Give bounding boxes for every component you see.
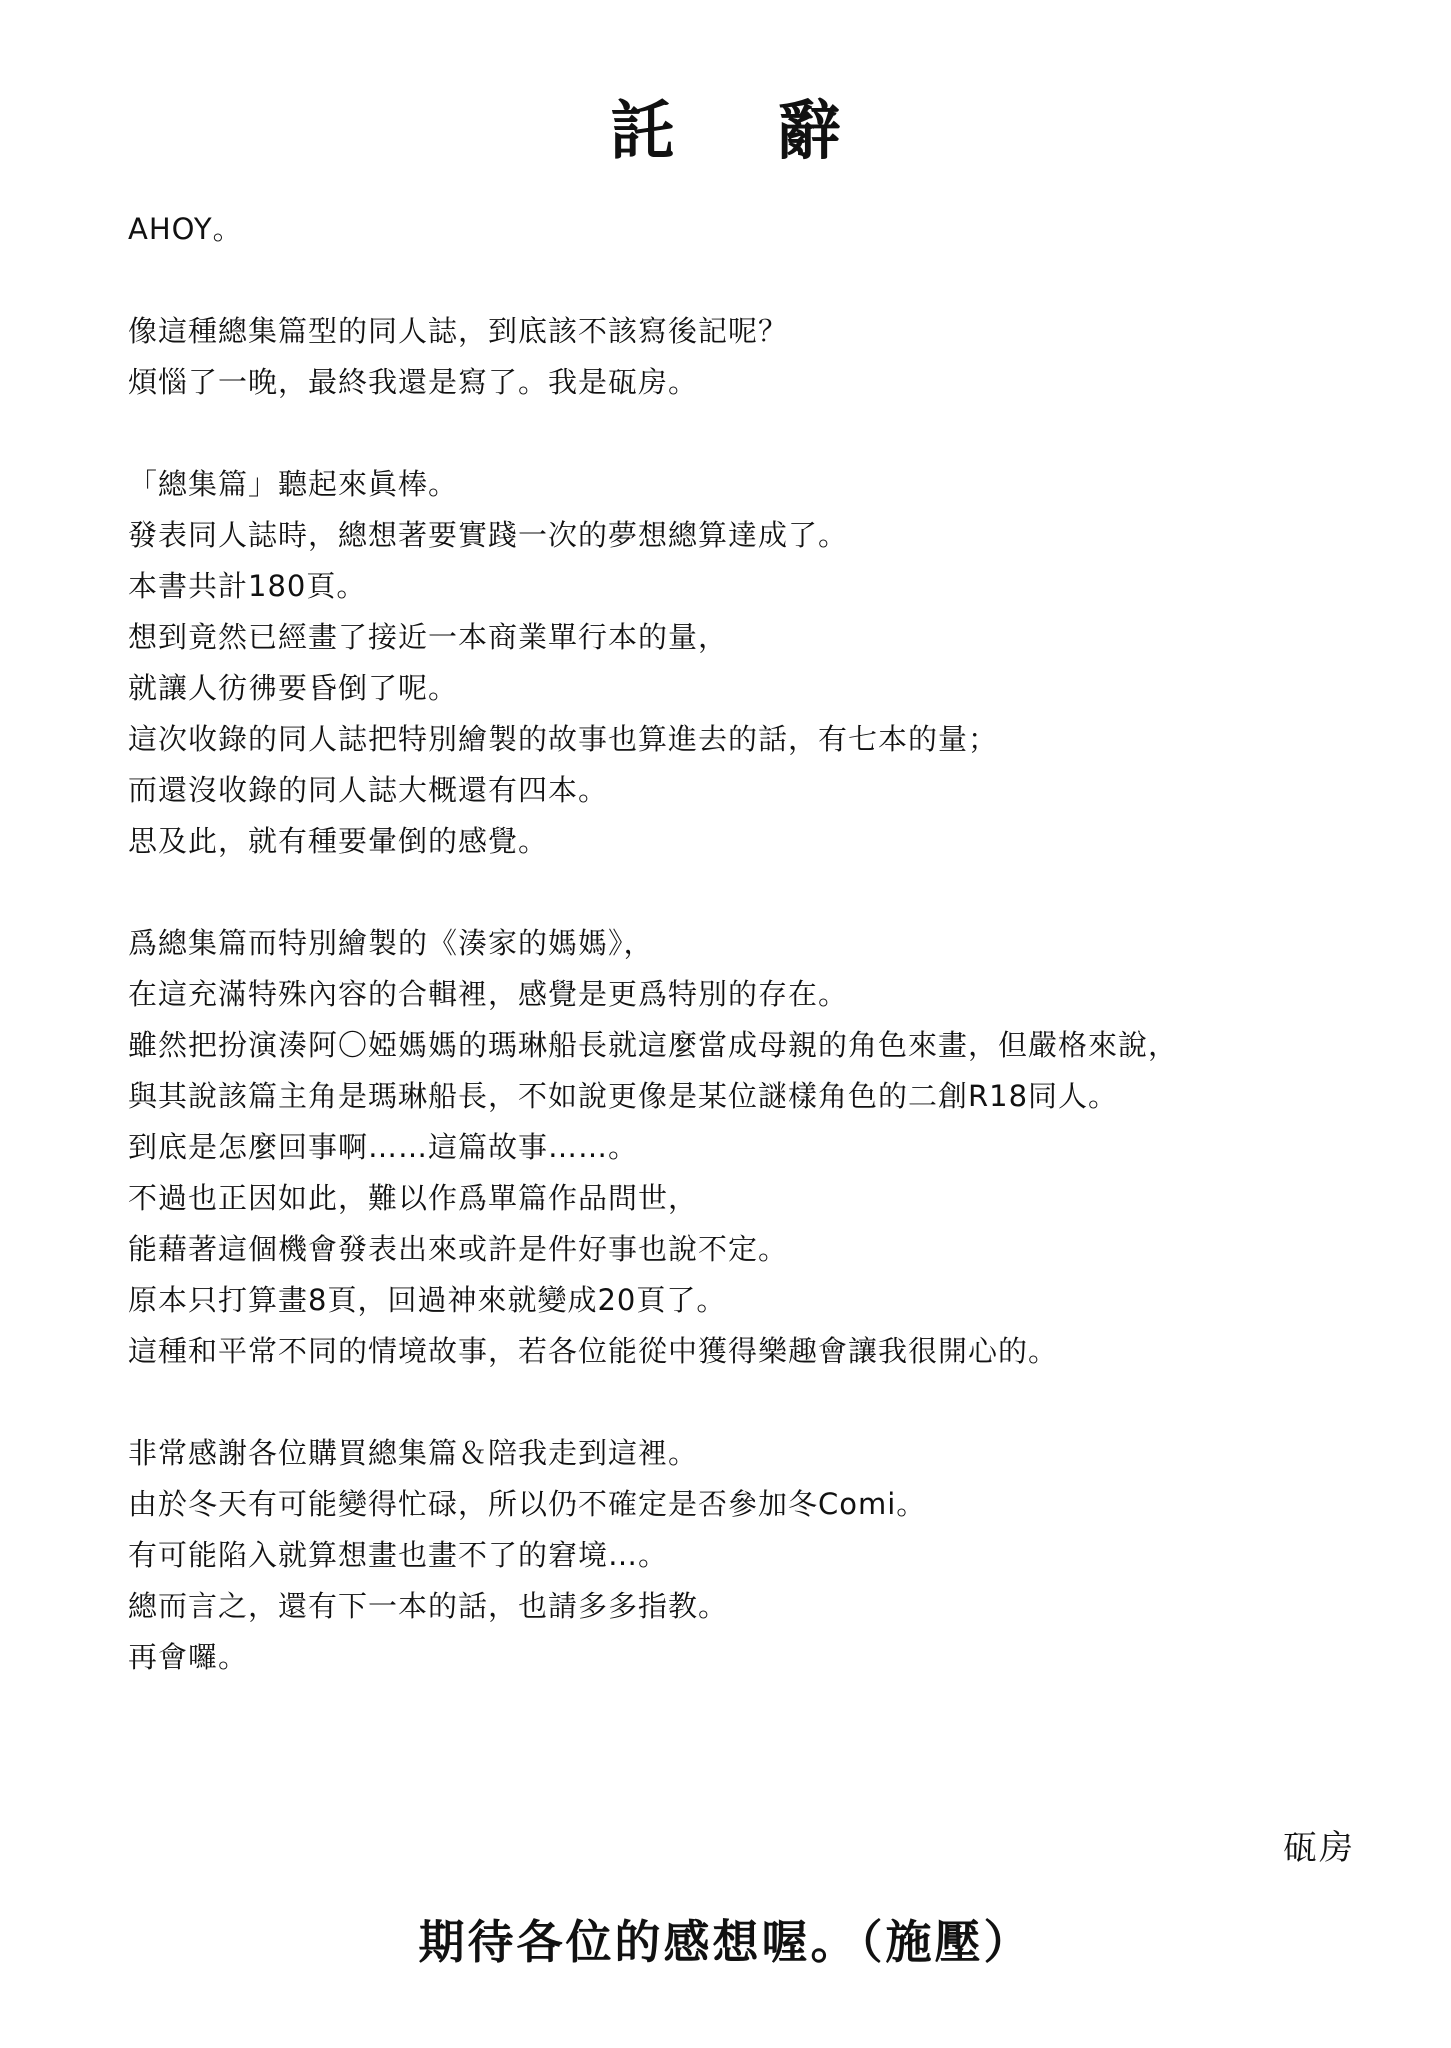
text-line: 雖然把扮演湊阿〇婭媽媽的瑪琳船長就這麼當成母親的角色來畫，但嚴格來說， bbox=[128, 1028, 1179, 1062]
text-line: 就讓人彷彿要昏倒了呢。 bbox=[128, 671, 459, 705]
paragraph bbox=[128, 918, 1378, 1377]
afterword-body bbox=[128, 204, 1378, 1683]
paragraph bbox=[128, 459, 1378, 867]
text-line: 發表同人誌時，總想著要實踐一次的夢想總算達成了。 bbox=[128, 518, 849, 552]
text-line: 爲總集篇而特別繪製的《湊家的媽媽》， bbox=[128, 926, 654, 960]
paragraph-gap bbox=[128, 255, 1378, 306]
text-line: 想到竟然已經畫了接近一本商業單行本的量， bbox=[128, 620, 729, 654]
text-line: 「總集篇」聽起來眞棒。 bbox=[128, 467, 459, 501]
page-title: 託 辭 bbox=[610, 95, 881, 169]
paragraph-gap bbox=[128, 867, 1378, 918]
text-line: 原本只打算畫8頁，回過神來就變成20頁了。 bbox=[128, 1283, 727, 1317]
text-line: 不過也正因如此，難以作爲單篇作品問世， bbox=[128, 1181, 699, 1215]
text-line: 在這充滿特殊內容的合輯裡，感覺是更爲特別的存在。 bbox=[128, 977, 849, 1011]
text-line: 由於冬天有可能變得忙碌，所以仍不確定是否參加冬Comi。 bbox=[128, 1487, 927, 1521]
closing-message: 期待各位的感想喔。（施壓） bbox=[418, 1915, 1033, 1969]
text-line: 到底是怎麼回事啊……這篇故事……。 bbox=[128, 1130, 639, 1164]
paragraph-gap bbox=[128, 1377, 1378, 1428]
paragraph bbox=[128, 204, 1378, 255]
text-line: 像這種總集篇型的同人誌，到底該不該寫後記呢？ bbox=[128, 314, 789, 348]
text-line: 本書共計180頁。 bbox=[128, 569, 367, 603]
text-line: 非常感謝各位購買總集篇＆陪我走到這裡。 bbox=[128, 1436, 699, 1470]
text-line: 能藉著這個機會發表出來或許是件好事也說不定。 bbox=[128, 1232, 789, 1266]
text-line: 與其說該篇主角是瑪琳船長，不如說更像是某位謎樣角色的二創R18同人。 bbox=[128, 1079, 1119, 1113]
text-line: 有可能陷入就算想畫也畫不了的窘境…。 bbox=[128, 1538, 669, 1572]
paragraph-gap bbox=[128, 408, 1378, 459]
text-line: 再會囉。 bbox=[128, 1640, 249, 1674]
text-line: 思及此，就有種要暈倒的感覺。 bbox=[128, 824, 549, 858]
paragraph bbox=[128, 306, 1378, 408]
text-line: AHOY。 bbox=[128, 212, 243, 246]
paragraph bbox=[128, 1428, 1378, 1683]
text-line: 總而言之，還有下一本的話，也請多多指教。 bbox=[128, 1589, 729, 1623]
author-signature: 砙房 bbox=[1283, 1828, 1355, 1868]
text-line: 這種和平常不同的情境故事，若各位能從中獲得樂趣會讓我很開心的。 bbox=[128, 1334, 1059, 1368]
text-line: 而還沒收錄的同人誌大概還有四本。 bbox=[128, 773, 609, 807]
text-line: 這次收錄的同人誌把特別繪製的故事也算進去的話，有七本的量； bbox=[128, 722, 999, 756]
text-line: 煩惱了一晚，最終我還是寫了。我是砙房。 bbox=[128, 365, 699, 399]
